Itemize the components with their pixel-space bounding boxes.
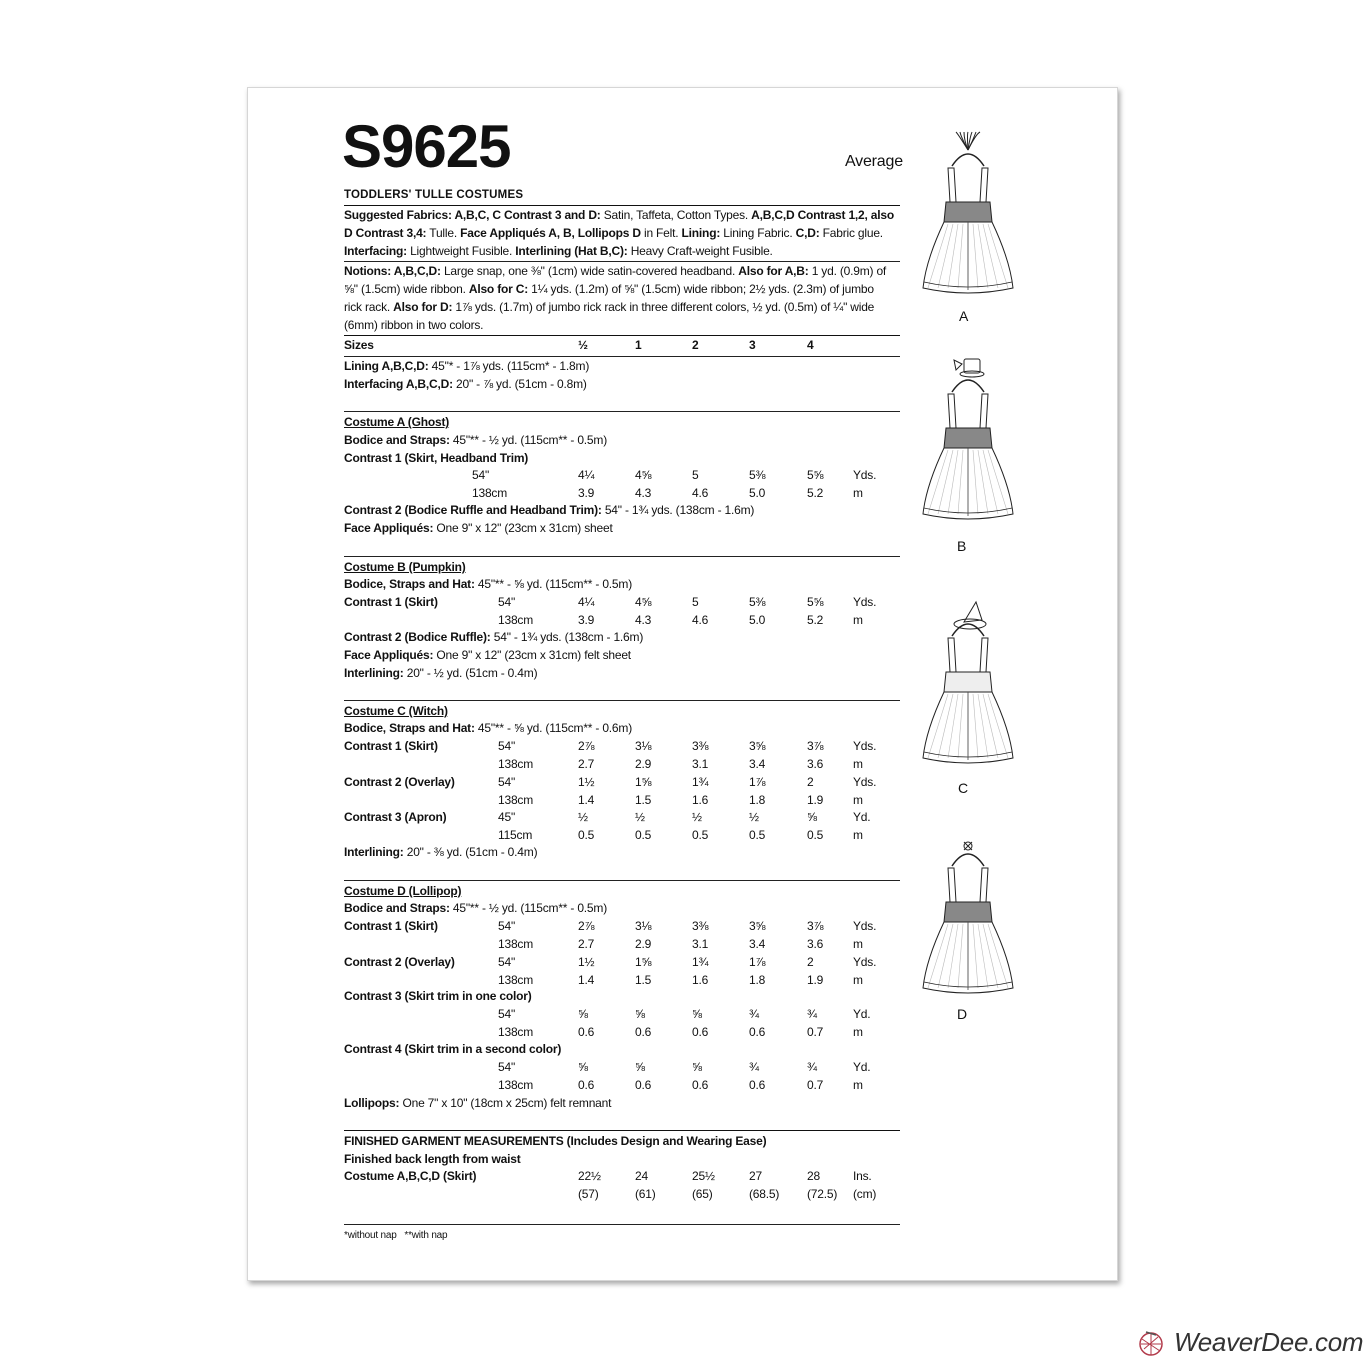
finished-subheading: Finished back length from waist	[344, 1152, 521, 1166]
bodice	[944, 202, 992, 222]
strap-right	[980, 394, 988, 428]
yardage-value: 0.6	[635, 1078, 652, 1092]
unit-label: Yds.	[853, 919, 877, 933]
bold-run: Bodice and Straps:	[344, 433, 450, 447]
size-column-header: 3	[749, 338, 756, 352]
size-column-header: 1	[635, 338, 642, 352]
yardage-value: 5⅝	[807, 595, 824, 609]
fabric-width: 45"	[498, 810, 516, 824]
text-run: Tulle.	[426, 226, 461, 240]
bold-run: Lining A,B,C,D:	[344, 359, 429, 373]
headpiece	[956, 132, 980, 150]
text-run: 1 yd. (0.9m) of	[808, 264, 887, 278]
yardage-value: 1.4	[578, 972, 595, 987]
text-run: in Felt.	[640, 226, 682, 240]
costume-heading: Costume A (Ghost)	[344, 415, 450, 429]
unit-label: m	[853, 486, 863, 500]
yardage-value: 4.3	[635, 613, 652, 627]
yardage-value: 4⅝	[635, 468, 652, 482]
notions-line	[344, 300, 874, 315]
unit-label: Yd.	[853, 1007, 871, 1021]
yardage-value: 3⅝	[749, 739, 766, 753]
finished-heading: FINISHED GARMENT MEASUREMENTS (Includes Design and Wearing Ease)	[344, 1134, 767, 1148]
yardage-value: 0.5	[749, 828, 766, 842]
yardage-value: 2⅞	[578, 919, 595, 933]
unit-label: m	[853, 1025, 863, 1039]
unit-label: m	[853, 757, 863, 771]
view-label: B	[957, 538, 967, 554]
divider	[344, 1224, 900, 1225]
bold-run: Lining:	[681, 226, 721, 240]
yardage-value: ½	[692, 810, 702, 824]
yardage-value: 1.6	[692, 972, 709, 987]
divider	[344, 335, 900, 336]
yardage-value: 0.6	[578, 1025, 595, 1039]
fabric-width: 54"	[498, 774, 516, 789]
view-label: C	[958, 780, 969, 796]
text-run: Fabric glue.	[819, 226, 883, 240]
yardage-value: 4¼	[578, 468, 595, 482]
yardage-value: 1⅞	[749, 954, 766, 969]
divider	[344, 700, 900, 701]
weaverdee-logo	[1136, 1322, 1363, 1362]
headpiece	[954, 359, 984, 377]
view-label: A	[959, 308, 969, 324]
yardage-value: 3.6	[807, 937, 824, 951]
bold-run: Interlining (Hat B,C):	[515, 244, 628, 258]
finished-row-label: Costume A,B,C,D (Skirt)	[344, 1169, 477, 1183]
yardage-value: 1¾	[692, 774, 709, 789]
yardage-value: 5.2	[807, 486, 824, 500]
pattern-number: S9625	[342, 113, 511, 180]
measurement-inches: 28	[807, 1169, 820, 1183]
headpiece	[964, 842, 972, 850]
yardage-value: 1.6	[692, 792, 709, 807]
unit-label: Yds.	[853, 739, 877, 753]
yardage-value: 3.4	[749, 937, 766, 951]
notions-line	[344, 264, 886, 279]
view-d-drawing	[910, 830, 1026, 1000]
yardage-value: 2⅞	[578, 739, 595, 753]
bold-run: A,B,C,D Contrast 1,2, also	[751, 208, 895, 222]
difficulty-label: Average	[845, 153, 903, 170]
yardage-value: 0.7	[807, 1025, 824, 1039]
yardage-value: 3.6	[807, 757, 824, 771]
sizes-label: Sizes	[344, 338, 374, 352]
divider	[344, 880, 900, 881]
appliques-line	[344, 521, 613, 536]
yardage-value: 1.5	[635, 972, 652, 987]
yardage-value: 2.7	[578, 757, 595, 771]
yardage-value: 5	[692, 468, 699, 482]
yardage-value: 3.1	[692, 937, 709, 951]
headband	[952, 154, 984, 166]
yardage-value: 5⅜	[749, 468, 766, 482]
bodice-line	[344, 901, 607, 916]
bold-run: Also for C:	[468, 282, 528, 296]
yardage-value: 1½	[578, 774, 595, 789]
yardage-value: 5.2	[807, 613, 824, 627]
divider	[344, 411, 900, 412]
bold-run: Lollipops:	[344, 1096, 400, 1110]
yardage-value: 1⅝	[635, 774, 652, 789]
notions-line	[344, 318, 483, 333]
yardage-value: ⅝	[807, 810, 817, 824]
yardage-value: 3⅞	[807, 919, 824, 933]
strap-left	[948, 168, 956, 202]
measurement-inches: 22½	[578, 1169, 601, 1183]
yardage-value: ½	[635, 810, 645, 824]
bow	[954, 360, 962, 370]
fabric-width: 54"	[498, 919, 516, 933]
size-column-header: 2	[692, 338, 699, 352]
unit-label: m	[853, 1078, 863, 1092]
yardage-value: 0.7	[807, 1078, 824, 1092]
measurement-cm: (57)	[578, 1187, 599, 1201]
unit-label: (cm)	[853, 1187, 877, 1201]
bodice-line	[344, 577, 632, 592]
yardage-value: ⅝	[578, 1007, 588, 1021]
unit-label: Yd.	[853, 1060, 871, 1074]
bold-run: Suggested Fabrics: A,B,C, C Contrast 3 and D:	[344, 208, 601, 222]
strap-left	[948, 868, 956, 902]
yardage-value: 5.0	[749, 613, 766, 627]
divider	[344, 261, 900, 262]
yardage-value: 1.5	[635, 792, 652, 807]
measurement-inches: 25½	[692, 1169, 715, 1183]
fabric-width: 138cm	[498, 972, 534, 987]
unit-label: m	[853, 828, 863, 842]
yardage-value: 1.8	[749, 792, 766, 807]
divider	[344, 356, 900, 357]
bold-run: Also for D:	[393, 300, 453, 314]
unit-label: Yds.	[853, 774, 877, 789]
yardage-value: 4.3	[635, 486, 652, 500]
costume-heading: Costume B (Pumpkin)	[344, 560, 466, 574]
bold-run: Bodice, Straps and Hat:	[344, 721, 475, 735]
fabric-width: 138cm	[498, 757, 534, 771]
contrast-label: Contrast 1 (Skirt)	[344, 919, 438, 933]
yardage-value: 0.6	[635, 1025, 652, 1039]
yardage-value: 2.9	[635, 757, 652, 771]
yardage-value: ½	[749, 810, 759, 824]
notions-line	[344, 282, 874, 297]
yardage-value: ⅝	[578, 1060, 588, 1074]
view-a-drawing	[910, 130, 1026, 300]
yardage-value: 3.4	[749, 757, 766, 771]
yardage-value: 5⅜	[749, 595, 766, 609]
yardage-value: 0.6	[749, 1078, 766, 1092]
yardage-value: 4.6	[692, 486, 709, 500]
fabrics-line	[344, 208, 894, 223]
yardage-value: 4.6	[692, 613, 709, 627]
interlining-line	[344, 666, 537, 681]
text-run: One 7" x 10" (18cm x 25cm) felt remnant	[399, 1096, 612, 1110]
text-run: One 9" x 12" (23cm x 31cm) felt sheet	[433, 648, 631, 662]
yardage-value: 1⅞	[749, 774, 766, 789]
yardage-value: 5⅝	[807, 468, 824, 482]
strap-right	[980, 168, 988, 202]
yardage-value: 3⅜	[692, 739, 709, 753]
bold-run: D Contrast 3,4:	[344, 226, 427, 240]
yardage-value: 2	[807, 774, 814, 789]
lining-line	[344, 377, 587, 392]
bold-run: Bodice, Straps and Hat:	[344, 577, 475, 591]
yardage-value: ¾	[807, 1007, 817, 1021]
contrast-label: Contrast 1 (Skirt)	[344, 595, 438, 609]
contrast-label: Contrast 1 (Skirt)	[344, 739, 438, 753]
costume-heading: Costume C (Witch)	[344, 704, 448, 718]
appliques-line	[344, 648, 631, 663]
contrast-label: Contrast 1 (Skirt, Headband Trim)	[344, 451, 529, 465]
yarn-ball-icon	[1136, 1327, 1166, 1357]
bold-run: Face Appliqués:	[344, 648, 434, 662]
yardage-value: 0.5	[692, 828, 709, 842]
contrast-label: Contrast 3 (Apron)	[344, 810, 447, 824]
contrast-line	[344, 630, 643, 645]
contrast-label: Contrast 2 (Overlay)	[344, 774, 455, 789]
unit-label: Yds.	[853, 954, 877, 969]
pattern-title: TODDLERS' TULLE COSTUMES	[344, 189, 524, 201]
text-run: 45"** - ⅝ yd. (115cm** - 0.6m)	[474, 721, 632, 735]
yardage-value: 4¼	[578, 595, 595, 609]
divider	[344, 1130, 900, 1131]
headband	[952, 624, 984, 636]
text-run: 45"** - ⅝ yd. (115cm** - 0.5m)	[474, 577, 632, 591]
yardage-value: 0.6	[578, 1078, 595, 1092]
text-run: (6mm) ribbon in two colors.	[344, 318, 484, 332]
lollipops-line	[344, 1096, 611, 1111]
bold-run: Face Appliqués:	[344, 521, 434, 535]
text-run: Lining Fabric.	[720, 226, 796, 240]
fabric-width: 138cm	[498, 937, 534, 951]
bodice	[944, 672, 992, 692]
yardage-value: 5	[692, 595, 699, 609]
bodice-line	[344, 433, 607, 448]
text-run: rick rack.	[344, 300, 394, 314]
contrast-line	[344, 503, 754, 518]
text-run: Lightweight Fusible.	[406, 244, 516, 258]
text-run: 45"** - ½ yd. (115cm** - 0.5m)	[449, 901, 607, 915]
bodice	[944, 902, 992, 922]
costume-heading: Costume D (Lollipop)	[344, 884, 462, 898]
yardage-value: 1.9	[807, 972, 824, 987]
yardage-value: 1¾	[692, 954, 709, 969]
fabric-width: 138cm	[472, 486, 508, 500]
yardage-value: 2	[807, 954, 814, 969]
topper-detail	[964, 842, 972, 850]
text-run: 1⅞ yds. (1.7m) of jumbo rick rack in three different colors, ½ yd. (0.5m) of ¼" wide	[452, 300, 875, 314]
yardage-value: ¾	[749, 1060, 759, 1074]
yardage-value: 1½	[578, 954, 595, 969]
text-run: Heavy Craft-weight Fusible.	[627, 244, 773, 258]
contrast-label: Contrast 3 (Skirt trim in one color)	[344, 989, 532, 1003]
yardage-value: 3.9	[578, 486, 595, 500]
measurement-cm: (72.5)	[807, 1187, 838, 1201]
fabric-width: 138cm	[498, 1078, 534, 1092]
unit-label: Ins.	[853, 1169, 872, 1183]
yardage-value: ⅝	[635, 1007, 645, 1021]
yardage-value: 3⅛	[635, 919, 652, 933]
yardage-value: 0.5	[578, 828, 595, 842]
measurement-inches: 27	[749, 1169, 762, 1183]
bodice-line	[344, 721, 632, 736]
text-run: 20" - ⅞ yd. (51cm - 0.8m)	[452, 377, 587, 391]
text-run: Satin, Taffeta, Cotton Types.	[600, 208, 752, 222]
yardage-value: ¾	[807, 1060, 817, 1074]
bodice	[944, 428, 992, 448]
bold-run: Notions: A,B,C,D:	[344, 264, 441, 278]
size-column-header: 4	[807, 338, 814, 352]
footnote: *without nap **with nap	[344, 1230, 448, 1241]
yardage-value: 4⅝	[635, 595, 652, 609]
unit-label: Yd.	[853, 810, 871, 824]
yardage-value: 5.0	[749, 486, 766, 500]
bold-run: Face Appliqués A, B, Lollipops D	[460, 226, 641, 240]
unit-label: m	[853, 972, 863, 987]
text-run: 54" - 1¾ yds. (138cm - 1.6m)	[490, 630, 644, 644]
bold-run: Contrast 2 (Bodice Ruffle):	[344, 630, 491, 644]
text-run: One 9" x 12" (23cm x 31cm) sheet	[433, 521, 613, 535]
yardage-value: 3⅛	[635, 739, 652, 753]
brand-name: WeaverDee.com	[1174, 1326, 1364, 1357]
bold-run: C,D:	[795, 226, 820, 240]
fabric-width: 54"	[472, 468, 490, 482]
unit-label: Yds.	[853, 468, 877, 482]
measurement-cm: (61)	[635, 1187, 656, 1201]
strap-left	[948, 638, 956, 672]
text-run: Large snap, one ⅜" (1cm) wide satin-covered headband.	[440, 264, 739, 278]
size-column-header: ½	[578, 338, 588, 352]
yardage-value: 1.9	[807, 792, 824, 807]
fabric-width: 54"	[498, 1007, 516, 1021]
bold-run: Interlining:	[344, 666, 404, 680]
interlining-line	[344, 845, 537, 860]
bold-run: Bodice and Straps:	[344, 901, 450, 915]
fabric-width: 138cm	[498, 1025, 534, 1039]
contrast-label: Contrast 4 (Skirt trim in a second color)	[344, 1042, 562, 1056]
fabric-width: 54"	[498, 1060, 516, 1074]
view-b-drawing	[910, 356, 1026, 526]
yardage-value: 3⅞	[807, 739, 824, 753]
ribbon-loop	[968, 132, 972, 150]
contrast-label: Contrast 2 (Overlay)	[344, 954, 455, 969]
yardage-value: ⅝	[692, 1007, 702, 1021]
fabric-width: 138cm	[498, 792, 534, 807]
fabric-width: 138cm	[498, 613, 534, 627]
yardage-value: 0.6	[749, 1025, 766, 1039]
text-run: 20" - ⅜ yd. (51cm - 0.4m)	[403, 845, 538, 859]
yardage-value: 0.6	[692, 1078, 709, 1092]
yardage-value: 3.1	[692, 757, 709, 771]
yardage-value: ¾	[749, 1007, 759, 1021]
fabric-width: 54"	[498, 595, 516, 609]
fabric-width: 54"	[498, 739, 516, 753]
bold-run: Interfacing A,B,C,D:	[344, 377, 453, 391]
text-run: 54" - 1¾ yds. (138cm - 1.6m)	[601, 503, 755, 517]
yardage-value: ½	[578, 810, 588, 824]
text-run: 45"* - 1⅞ yds. (115cm* - 1.8m)	[428, 359, 590, 373]
measurement-cm: (65)	[692, 1187, 713, 1201]
fabrics-line	[344, 226, 883, 241]
strap-left	[948, 394, 956, 428]
measurement-inches: 24	[635, 1169, 648, 1183]
text-run: 45"** - ½ yd. (115cm** - 0.5m)	[449, 433, 607, 447]
fabric-width: 115cm	[498, 828, 533, 842]
text-run: 1¼ yds. (1.2m) of ⅝" (1.5cm) wide ribbon; 2½ yds. (2.3m) of jumbo	[528, 282, 874, 296]
view-label: D	[957, 1006, 968, 1022]
hat-brim	[960, 371, 984, 377]
bold-run: Also for A,B:	[738, 264, 809, 278]
yardage-value: 2.9	[635, 937, 652, 951]
strap-right	[980, 638, 988, 672]
yardage-value: 0.5	[807, 828, 824, 842]
divider	[344, 556, 900, 557]
unit-label: m	[853, 937, 863, 951]
bold-run: Interlining:	[344, 845, 404, 859]
yardage-value: 0.5	[635, 828, 652, 842]
yardage-value: 0.6	[692, 1025, 709, 1039]
yardage-value: 3⅜	[692, 919, 709, 933]
unit-label: m	[853, 613, 863, 627]
divider	[344, 205, 900, 206]
headband	[952, 380, 984, 392]
yardage-value: 1.8	[749, 972, 766, 987]
fabric-width: 54"	[498, 954, 516, 969]
yardage-value: 1⅝	[635, 954, 652, 969]
yardage-value: ⅝	[635, 1060, 645, 1074]
fabrics-line	[344, 244, 773, 259]
lining-line	[344, 359, 589, 374]
bold-run: Interfacing:	[344, 244, 407, 258]
text-run: 20" - ½ yd. (51cm - 0.4m)	[403, 666, 538, 680]
strap-right	[980, 868, 988, 902]
headband	[952, 854, 984, 866]
yardage-value: 3⅝	[749, 919, 766, 933]
yardage-value: 3.9	[578, 613, 595, 627]
yardage-value: 2.7	[578, 937, 595, 951]
bold-run: Contrast 2 (Bodice Ruffle and Headband Trim):	[344, 503, 602, 517]
measurement-cm: (68.5)	[749, 1187, 780, 1201]
unit-label: Yds.	[853, 595, 877, 609]
yardage-value: 1.4	[578, 792, 595, 807]
unit-label: m	[853, 792, 863, 807]
text-run: ⅝" (1.5cm) wide ribbon.	[344, 282, 469, 296]
view-c-drawing	[910, 600, 1026, 770]
yardage-value: ⅝	[692, 1060, 702, 1074]
